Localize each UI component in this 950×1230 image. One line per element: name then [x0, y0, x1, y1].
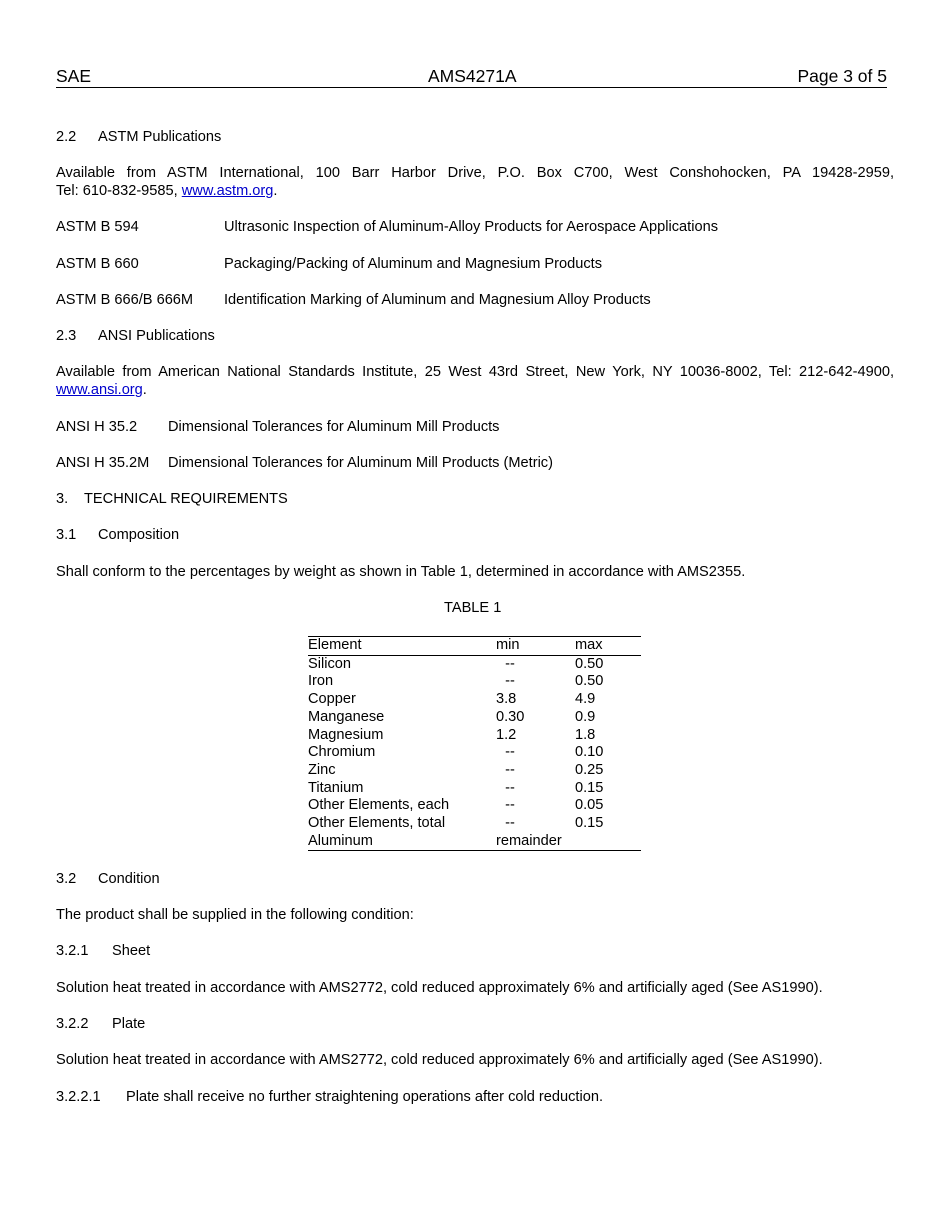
reference-code: ASTM B 660 [56, 256, 139, 272]
section-number: 3.2.1 [56, 943, 89, 959]
period: . [273, 183, 278, 199]
section-number: 2.2 [56, 129, 77, 145]
table-row [308, 691, 641, 709]
table-row [308, 673, 641, 691]
reference-item [56, 255, 603, 273]
reference-item [56, 291, 651, 309]
period: . [142, 382, 147, 398]
max-cell: 1.8 [575, 726, 596, 743]
min-cell: 3.8 [496, 691, 517, 708]
max-cell: 4.9 [575, 691, 596, 708]
page-header [56, 66, 887, 88]
min-cell: 1.2 [496, 726, 517, 743]
section-title: ANSI Publications [98, 328, 215, 344]
min-cell: 0.30 [496, 708, 525, 725]
element-cell: Manganese [308, 708, 385, 725]
min-cell [496, 762, 575, 780]
element-cell: Zinc [308, 761, 336, 778]
dash-value: -- [505, 797, 515, 814]
header-doc-number: AMS4271A [428, 66, 517, 86]
reference-item [56, 218, 718, 236]
min-cell [496, 780, 575, 798]
max-cell: 0.15 [575, 815, 604, 832]
astm-availability-line2 [56, 182, 277, 200]
section-3-heading [56, 490, 288, 508]
table-row [308, 744, 641, 762]
section-title: Condition [98, 871, 160, 887]
section-2-2-heading [56, 128, 222, 146]
section-title: Plate [112, 1016, 146, 1032]
table-row [308, 655, 641, 673]
header-page-number: Page 3 of 5 [797, 66, 887, 86]
element-cell: Titanium [308, 779, 364, 796]
section-title: Composition [98, 527, 180, 543]
reference-code: ANSI H 35.2 [56, 419, 138, 435]
section-3-2-1-heading [56, 942, 151, 960]
dash-value: -- [505, 744, 515, 761]
min-cell [496, 744, 575, 762]
section-title: ASTM Publications [98, 129, 222, 145]
element-cell: Iron [308, 673, 334, 690]
section-2-3-heading [56, 327, 215, 345]
section-3-2-2-1 [56, 1088, 604, 1106]
section-number: 3.1 [56, 527, 77, 543]
composition-table [308, 636, 641, 851]
table-row [308, 709, 641, 727]
reference-title: Dimensional Tolerances for Aluminum Mill Products (Metric) [168, 455, 553, 471]
ansi-availability-line2 [56, 381, 147, 399]
reference-title: Dimensional Tolerances for Aluminum Mill Products [168, 419, 500, 435]
element-cell: Other Elements, each [308, 797, 450, 814]
section-number: 3.2.2.1 [56, 1089, 101, 1105]
dash-value: -- [505, 779, 515, 796]
max-cell: 0.25 [575, 761, 604, 778]
table-row [308, 797, 641, 815]
min-cell [496, 815, 575, 833]
plate-text: Solution heat treated in accordance with AMS2772, cold reduced approximately 6% and artificially aged (See AS1990). [56, 1052, 823, 1068]
section-number: 3. [56, 491, 69, 507]
section-text: Plate shall receive no further straightening operations after cold reduction. [126, 1089, 604, 1105]
max-cell: 0.50 [575, 673, 604, 690]
section-title: TECHNICAL REQUIREMENTS [84, 491, 288, 507]
element-cell: Magnesium [308, 726, 384, 743]
reference-title: Identification Marking of Aluminum and Magnesium Alloy Products [224, 292, 651, 308]
element-cell: Silicon [308, 655, 351, 672]
dash-value: -- [505, 761, 515, 778]
table-row [308, 780, 641, 798]
table-row [308, 833, 641, 851]
table-caption: TABLE 1 [444, 600, 502, 616]
ansi-availability-line1: Available from American National Standards Institute, 25 West 43rd Street, New York, NY 10036-8002, Tel: 212-642-4900, [56, 364, 894, 380]
element-cell: Copper [308, 691, 356, 708]
composition-text: Shall conform to the percentages by weight as shown in Table 1, determined in accordance with AMS2355. [56, 564, 746, 580]
reference-title: Ultrasonic Inspection of Aluminum-Alloy Products for Aerospace Applications [224, 219, 718, 235]
max-cell: 0.15 [575, 779, 604, 796]
max-cell: 0.10 [575, 744, 604, 761]
max-cell: 0.9 [575, 708, 596, 725]
min-cell [496, 673, 575, 691]
header-element: Element [308, 637, 362, 653]
astm-availability-line1: Available from ASTM International, 100 Barr Harbor Drive, P.O. Box C700, West Conshohocken, PA 19428-2959, [56, 165, 894, 181]
section-number: 3.2.2 [56, 1016, 89, 1032]
astm-website-link[interactable]: www.astm.org [181, 183, 274, 199]
ansi-website-link[interactable]: www.ansi.org [56, 382, 143, 398]
element-cell: Chromium [308, 744, 376, 761]
reference-title: Packaging/Packing of Aluminum and Magnesium Products [224, 256, 603, 272]
dash-value: -- [505, 655, 515, 672]
table-row [308, 727, 641, 745]
table-row [308, 815, 641, 833]
element-cell: Other Elements, total [308, 815, 446, 832]
max-cell: 0.50 [575, 655, 604, 672]
header-max: max [575, 637, 603, 653]
reference-item [56, 418, 500, 436]
section-3-2-heading [56, 870, 160, 888]
section-number: 3.2 [56, 871, 77, 887]
min-cell [496, 655, 575, 673]
element-cell: Aluminum [308, 832, 373, 849]
dash-value: -- [505, 673, 515, 690]
header-min: min [496, 637, 520, 653]
max-cell: 0.05 [575, 797, 604, 814]
section-3-1-heading [56, 526, 180, 544]
reference-code: ASTM B 594 [56, 219, 139, 235]
reference-item [56, 454, 553, 472]
min-cell [496, 797, 575, 815]
dash-value: -- [505, 815, 515, 832]
reference-code: ASTM B 666/B 666M [56, 292, 194, 308]
reference-code: ANSI H 35.2M [56, 455, 150, 471]
table-header-row [308, 637, 641, 656]
section-3-2-2-heading [56, 1015, 146, 1033]
table-row [308, 762, 641, 780]
section-number: 2.3 [56, 328, 77, 344]
header-org: SAE [56, 66, 92, 86]
min-cell: remainder [496, 832, 562, 849]
section-title: Sheet [112, 943, 151, 959]
max-cell [575, 833, 641, 851]
condition-text: The product shall be supplied in the following condition: [56, 907, 414, 923]
astm-tel: Tel: 610-832-9585, [56, 183, 182, 199]
sheet-text: Solution heat treated in accordance with AMS2772, cold reduced approximately 6% and artificially aged (See AS1990). [56, 980, 823, 996]
